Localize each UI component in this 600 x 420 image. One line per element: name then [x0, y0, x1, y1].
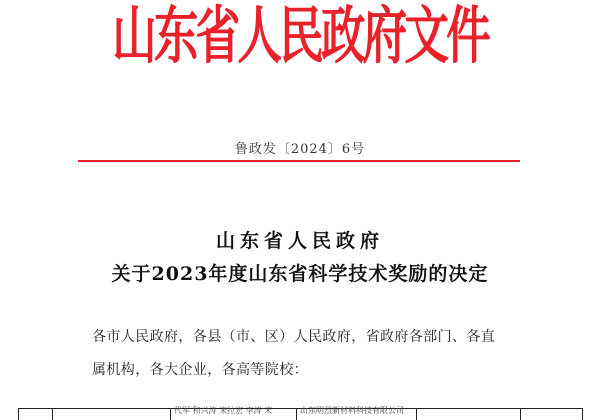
table-column-border	[296, 408, 297, 420]
table-cell-text: 山东明烈新材料科技有限公司	[300, 406, 404, 415]
recipients-paragraph	[92, 321, 522, 387]
red-divider-line	[78, 160, 520, 162]
masthead-title: 山东省人民政府文件	[112, 0, 488, 72]
table-column-border	[18, 408, 19, 420]
table-cell-text: 代军 和兴涛 宋拉宏 李涛 宋	[174, 406, 273, 415]
table-column-border	[582, 408, 583, 420]
table-column-border	[170, 408, 171, 420]
document-number: 鲁政发〔2024〕6号	[234, 142, 366, 157]
recipients-line: 各市人民政府，各县（市、区）人民政府，省政府各部门、各直	[92, 329, 496, 345]
table-column-border	[52, 408, 53, 420]
table-column-border	[520, 408, 521, 420]
recipients-line: 属机构，各大企业，各高等院校：	[92, 362, 308, 378]
table-column-border	[416, 408, 417, 420]
document-title-issuer: 山东省人民政府	[215, 230, 384, 252]
masthead	[0, 0, 600, 80]
award-table-top-edge	[0, 404, 600, 420]
document-title-subject: 关于2023年度山东省科学技术奖励的决定	[111, 263, 489, 285]
